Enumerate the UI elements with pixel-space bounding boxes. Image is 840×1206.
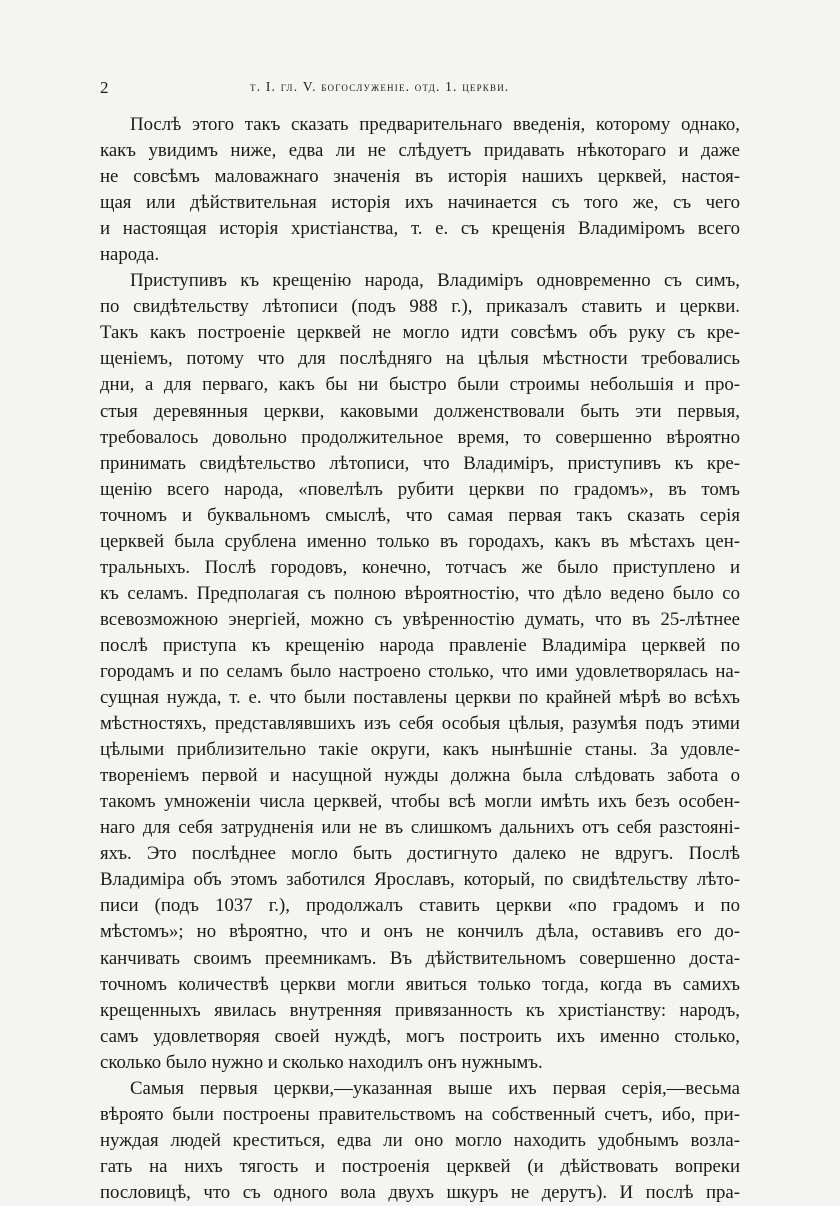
text-line: щенію всего народа, «повелѣлъ рубити церкви по градомъ», въ томъ	[100, 478, 740, 500]
text-line: по свидѣтельству лѣтописи (подъ 988 г.), приказалъ ставить и церкви.	[100, 296, 740, 318]
text-line: церквей была срублена именно только въ городахъ, какъ въ мѣстахъ цен-	[100, 530, 740, 552]
text-line: сколько было нужно и сколько находилъ онъ нужнымъ.	[100, 1051, 543, 1073]
text-line: стыя деревянныя церкви, каковыми долженствовали быть эти первыя,	[100, 400, 740, 422]
text-line: Владиміра объ этомъ заботился Ярославъ, который, по свидѣтельству лѣто-	[100, 869, 740, 891]
text-line: точномъ и буквальномъ смыслѣ, что самая первая такъ сказать серія	[100, 504, 740, 526]
text-line: писи (подъ 1037 г.), продолжалъ ставить церкви «по градомъ и по	[100, 895, 740, 917]
paragraph	[100, 268, 740, 1075]
text-line: щая или дѣйствительная исторія ихъ начинается съ того же, съ чего	[100, 192, 740, 214]
text-line: самъ удовлетворяя своей нуждѣ, могъ построить ихъ именно столько,	[100, 1025, 740, 1047]
text-line: городамъ и по селамъ было настроено столько, что ими удовлетворялась на-	[100, 660, 740, 682]
text-line: твореніемъ первой и насущной нужды должна была слѣдовать забота о	[100, 765, 740, 787]
text-line: тральныхъ. Послѣ городовъ, конечно, тотчасъ же было приступлено и	[100, 556, 740, 578]
text-line: требовалось довольно продолжительное время, то совершенно вѣроятно	[100, 426, 740, 448]
text-line: мѣстомъ»; но вѣроятно, что и онъ не кончилъ дѣла, оставивъ его до-	[100, 921, 740, 943]
text-line: сущная нужда, т. е. что были поставлены церкви по крайней мѣрѣ во всѣхъ	[100, 687, 740, 709]
page-number: 2	[100, 78, 109, 97]
text-line: крещенныхъ явилась внутренняя привязанность къ христіанству: народъ,	[100, 999, 740, 1021]
text-line: какъ увидимъ ниже, едва ли не слѣдуетъ придавать нѣкотораго и даже	[100, 140, 740, 162]
text-line: Послѣ этого такъ сказать предварительнаго введенія, которому однако,	[130, 114, 740, 135]
text-line: не совсѣмъ маловажнаго значенія въ исторія нашихъ церквей, настоя-	[100, 166, 740, 188]
paragraph	[100, 1076, 740, 1206]
text-line: къ селамъ. Предполагая съ полною вѣроятностію, что дѣло ведено было со	[100, 582, 740, 604]
text-line: такомъ умноженіи числа церквей, чтобы всѣ могли имѣть ихъ безъ особен-	[100, 791, 740, 813]
text-line: цѣлыми приблизительно такіе округи, какъ нынѣшніе станы. За удовле-	[100, 739, 740, 761]
text-line: щеніемъ, потому что для послѣдняго на цѣлыя мѣстности требовались	[100, 348, 740, 370]
text-line: нуждая людей креститься, едва ли оно могло находить удобнымъ возла-	[100, 1129, 740, 1151]
text-line: мѣстностяхъ, представлявшихъ изъ себя особыя цѣлыя, разумѣя подъ этими	[100, 713, 740, 735]
running-header	[100, 78, 740, 102]
text-line: Самыя первыя церкви,—указанная выше ихъ первая серія,—весьма	[130, 1077, 740, 1099]
text-line: принимать свидѣтельство лѣтописи, что Владиміръ, приступивъ къ кре-	[100, 452, 740, 474]
text-line: и настоящая исторія христіанства, т. е. съ крещенія Владиміромъ всего	[100, 218, 740, 240]
text-line: канчивать своимъ преемникамъ. Въ дѣйствительномъ совершенно доста-	[100, 947, 740, 969]
text-line: народа.	[100, 244, 160, 266]
text-line: точномъ количествѣ церкви могли явиться только тогда, когда въ самихъ	[100, 973, 740, 995]
text-line: пословицѣ, что съ одного вола двухъ шкуръ не дерутъ). И послѣ пра-	[100, 1181, 740, 1203]
text-line: всевозможною энергіей, можно съ увѣренностію думать, что въ 25-лѣтнее	[100, 608, 740, 630]
text-line: наго для себя затрудненія или не въ слишкомъ дальнихъ отъ себя разстояні-	[100, 817, 740, 839]
text-line: послѣ приступа къ крещенію народа правленіе Владиміра церквей по	[100, 634, 740, 656]
running-title: т. I. гл. V. богослуженіе. отд. 1. церкви.	[250, 79, 510, 94]
text-line: Приступивъ къ крещенію народа, Владиміръ одновременно съ симъ,	[130, 270, 740, 292]
text-line: дни, а для перваго, какъ бы ни быстро были строимы небольшія и про-	[100, 374, 740, 396]
text-line: Такъ какъ построеніе церквей не могло идти совсѣмъ объ руку съ кре-	[100, 322, 740, 344]
text-line: гать на нихъ тягость и построенія церквей (и дѣйствовать вопреки	[100, 1155, 740, 1177]
paragraph	[100, 112, 740, 268]
text-line: вѣроято были построены правительствомъ на собственный счетъ, ибо, при-	[100, 1103, 740, 1125]
text-line: яхъ. Это послѣднее могло быть достигнуто далеко не вдругъ. Послѣ	[100, 843, 740, 865]
body-text	[100, 112, 740, 1206]
